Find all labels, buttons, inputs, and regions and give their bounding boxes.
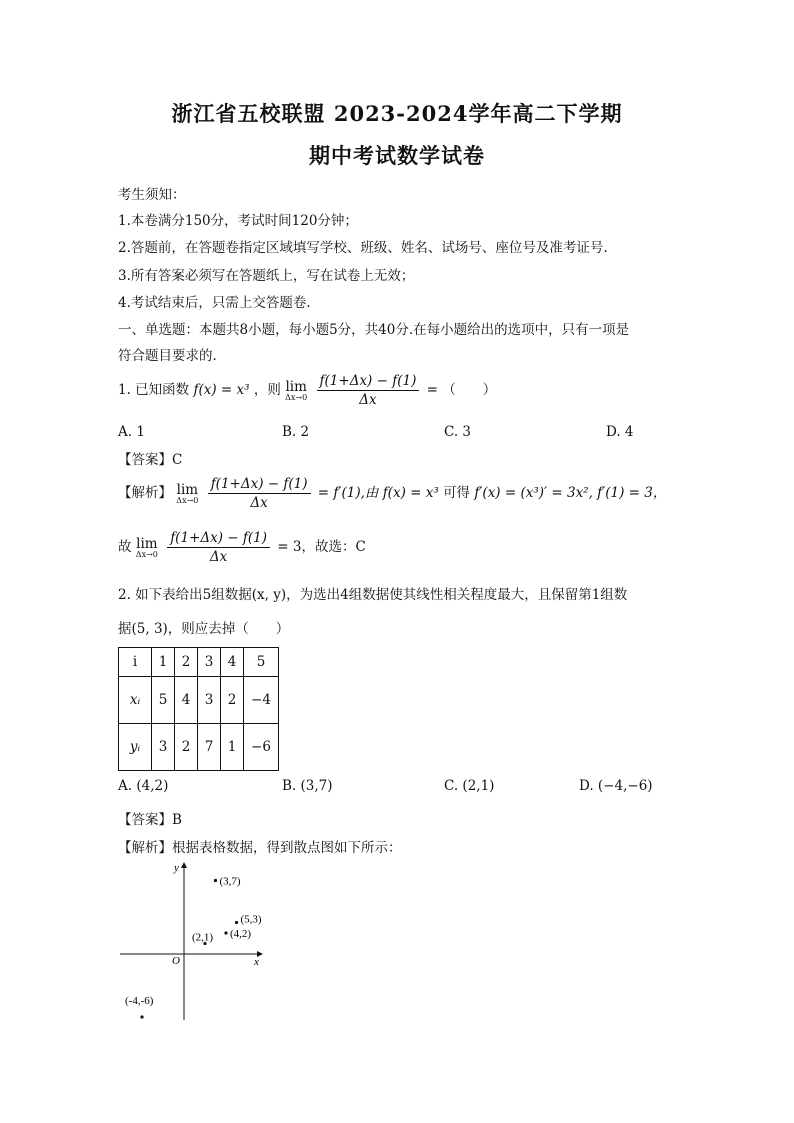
q2-option-c: C. (2,1): [444, 778, 495, 794]
notice-item-2: 2.答题前，在答题卷指定区域填写学校、班级、姓名、试场号、座位号及准考证号.: [118, 240, 608, 256]
scatter-point-label: (3,7): [219, 875, 241, 888]
q2-stem-line2: 据(5, 3)，则应去掉（ ）: [118, 621, 290, 637]
notice-item-4: 4.考试结束后，只需上交答题卷.: [118, 295, 311, 311]
q1-stem: [118, 373, 496, 408]
q1-conclude-suffix: = 3，故选：C: [277, 539, 366, 555]
q1-prefix: 1. 已知函数: [118, 382, 190, 398]
q1-blank: = （ ）: [426, 382, 497, 398]
q1-denominator: Δx: [359, 392, 377, 408]
q1-analysis-lim: lim Δx→0: [176, 482, 199, 505]
section1-line1: 一、单选题：本题共8小题，每小题5分，共40分.在每小题给出的选项中，只有一项是: [118, 322, 630, 338]
q1-lim-sub: Δx→0: [285, 393, 308, 402]
table-row: xᵢ 5 4 3 2 −4: [119, 677, 279, 724]
q1-analysis: [118, 476, 666, 511]
x-axis-label: x: [254, 956, 259, 968]
q1-option-a: A. 1: [118, 424, 145, 440]
q1-conclude-lim: lim Δx→0: [135, 536, 158, 559]
q2-analysis: 【解析】根据表格数据，得到散点图如下所示：: [118, 840, 402, 856]
q2-scatter-plot: [110, 855, 310, 1025]
q2-stem-line1: 2. 如下表给出5组数据(x, y)，为选出4组数据使其线性相关程度最大，且保留第1组数: [118, 587, 628, 603]
title-line2: 期中考试数学试卷: [309, 143, 485, 168]
q2-answer: 【答案】B: [118, 812, 182, 828]
scatter-point: [140, 1015, 143, 1018]
scatter-point: [214, 879, 217, 882]
q1-analysis-can: 可得: [443, 485, 471, 501]
q1-conclusion: [118, 530, 366, 565]
q1-answer: 【答案】C: [118, 452, 183, 468]
title-line1: 浙江省五校联盟 2023-2024学年高二下学期: [171, 101, 623, 126]
q1-option-c: C. 3: [444, 424, 472, 440]
q1-analysis-label: 【解析】: [118, 485, 172, 501]
origin-label: O: [172, 955, 180, 967]
q1-analysis-fraction: $\frac{f(1+\Delta x) - f(1)}{\Delta x}$: [208, 476, 311, 511]
q1-func: f(x) = x³: [193, 382, 250, 398]
y-axis-label: y: [174, 862, 179, 874]
q1-conclude-fraction: $\frac{f(1+\Delta x) - f(1)}{\Delta x}$: [167, 530, 270, 565]
q2-option-d: D. (−4,−6): [579, 778, 653, 794]
scatter-point-label: (5,3): [240, 913, 262, 926]
q1-lim: lim Δx→0: [285, 379, 308, 402]
q1-analysis-mid: = f′(1),由: [317, 485, 379, 501]
section1-line2: 符合题目要求的.: [118, 348, 217, 364]
q2-option-b: B. (3,7): [282, 778, 333, 794]
notice-item-3: 3.所有答案必须写在答题纸上，写在试卷上无效；: [118, 268, 415, 284]
table-row: i 1 2 3 4 5: [119, 648, 279, 677]
q1-fraction: [317, 373, 420, 408]
q1-analysis-deriv: f′(x) = (x³)′ = 3x², f′(1) = 3，: [474, 485, 667, 501]
q1-mid: ，则: [253, 382, 281, 398]
q1-conclude-prefix: 故: [118, 539, 132, 555]
notice-item-1: 1.本卷满分150分，考试时间120分钟；: [118, 213, 358, 229]
q2-option-a: A. (4,2): [118, 778, 169, 794]
scatter-point: [224, 931, 227, 934]
scatter-point: [235, 921, 238, 924]
q1-numerator: f(1+Δx) − f(1): [317, 373, 420, 391]
scatter-point-label: (2,1): [192, 931, 214, 944]
scatter-point-label: (-4,-6): [125, 995, 154, 1007]
scatter-point-label: (4,2): [230, 928, 252, 940]
q1-option-d: D. 4: [606, 424, 634, 440]
q1-option-b: B. 2: [282, 424, 310, 440]
table-row: yᵢ 3 2 7 1 −6: [119, 724, 279, 771]
q1-analysis-func: f(x) = x³: [382, 485, 439, 501]
notice-heading: 考生须知：: [118, 187, 186, 203]
q2-data-table: [118, 647, 279, 771]
